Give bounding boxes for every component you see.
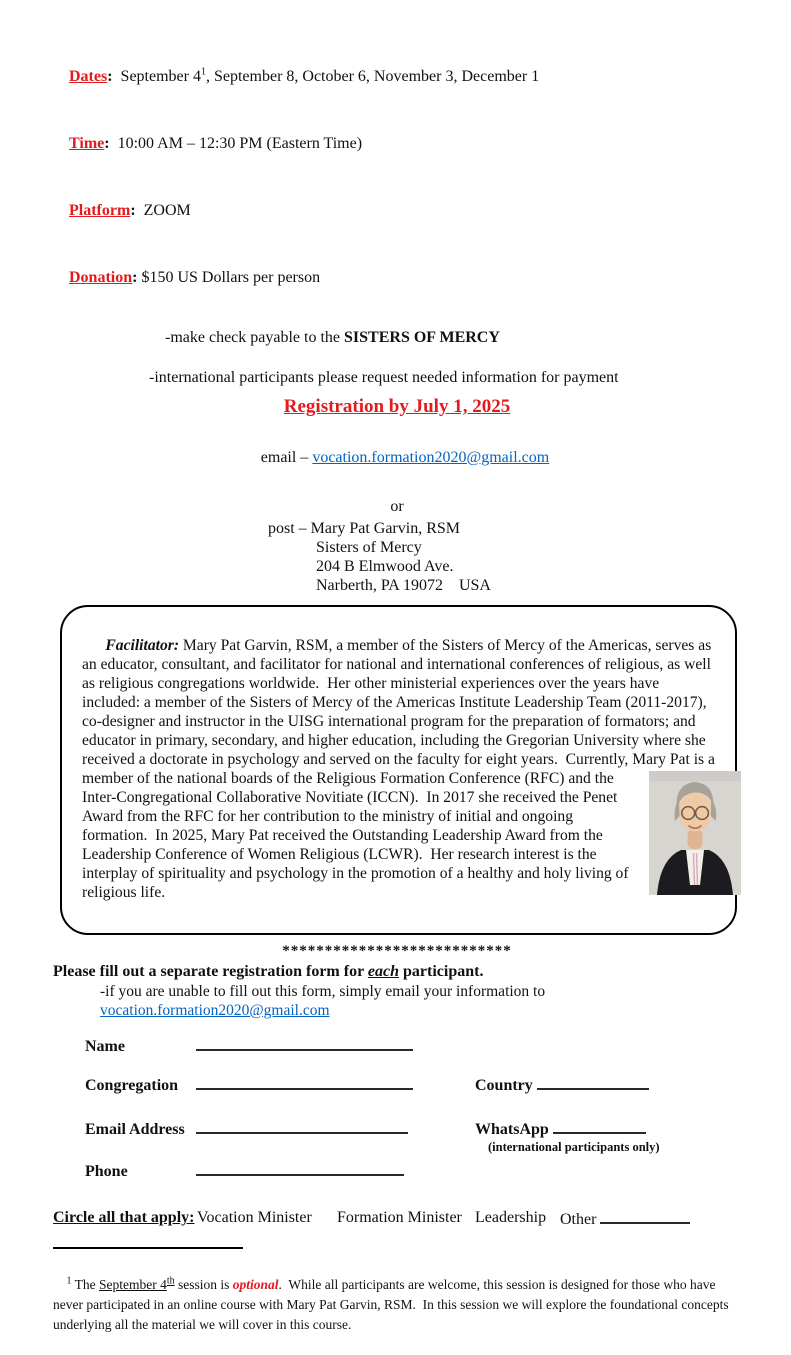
other-field-line [600, 1209, 690, 1224]
footnote-ref-1: 1 [200, 66, 206, 78]
platform-colon: : [130, 202, 136, 219]
footnote-text: $^1$ The September 4th session is optional. While all participants are welcome, this session is designed for those who have never participated in an online course with Mary Pat Garvin, RSM. In this session we will explore the foundational concepts underlying all the material we will cover in this course. [53, 1275, 732, 1332]
platform-label: Platform [69, 202, 131, 219]
form-sub-instruction: -if you are unable to fill out this form, simply email your information to vocation.formation2020@gmail.com [100, 983, 546, 1019]
country-group [475, 1075, 649, 1095]
congregation-field-line [196, 1075, 413, 1090]
option-formation-minister: Formation Minister [337, 1209, 462, 1226]
whatsapp-group [475, 1119, 646, 1139]
footnote-date: September 4 [99, 1277, 167, 1292]
facilitator-bio-part2: (RFC) and the Inter-Congregational Collaborative Novitiate (ICCN). In 2017 she received the Penet Award from the RFC for her contribution to the ministry of initial and ongoing formation. In 2025, Mary Pat received the Outstanding Leadership Award from the Leadership Conference of Women Religious (LCWR). Her research interest is the interplay of spirituality and psychology in the promotion of a healthy and holy living of religious life. [82, 770, 633, 901]
facilitator-bio-box [60, 605, 737, 935]
option-vocation-minister: Vocation Minister [197, 1209, 312, 1226]
post-line-2: Sisters of Mercy [316, 539, 422, 556]
name-field-line [196, 1036, 413, 1051]
donation-row [53, 248, 741, 308]
dates-colon: : [107, 68, 113, 85]
name-label: Name [85, 1038, 125, 1055]
email-field-line [196, 1119, 408, 1134]
email-prefix: email – [260, 449, 313, 466]
name-row [85, 1036, 741, 1058]
dates-label: Dates [69, 68, 108, 85]
platform-row [53, 181, 741, 241]
post-line-4: Narberth, PA 19072 USA [316, 577, 491, 594]
donation-note-1: -make check payable to the SISTERS OF MERCY [165, 329, 500, 346]
email-row [85, 1119, 741, 1154]
whatsapp-label: WhatsApp [475, 1121, 553, 1138]
form-instruction: Please fill out a separate registration form for each participant. [53, 963, 484, 980]
or-line: or [390, 498, 404, 515]
dates-row [53, 47, 741, 107]
facilitator-bio [82, 617, 717, 921]
donation-colon: : [132, 269, 138, 286]
portrait-image [649, 771, 741, 895]
congregation-row [85, 1075, 741, 1097]
donation-label: Donation [69, 269, 133, 286]
time-label: Time [69, 135, 105, 152]
facilitator-bio-part1: Mary Pat Garvin, RSM, a member of the Sisters of Mercy of the Americas, serves as an educator, consultant, and facilitator for national and international conferences of religious, as well as religious congregations worldwide. Her other ministerial experiences over the years have included: a member of the Sisters of Mercy of the Americas Institute Leadership Team (2011-2017), co-designer and instructor in the UISG international program for the preparation of formators; and educator in primary, secondary, and higher education, including the Gregorian University where she received a doctorate in psychology and served on the faculty for eight years. Currently, Mary Pat is a member of the national boards of the Religious Formation Conference [82, 637, 719, 787]
payee-name: SISTERS OF MERCY [344, 329, 500, 346]
donation-note-2: -international participants please request needed information for payment [149, 369, 619, 386]
email-label: Email Address [85, 1121, 185, 1138]
each-emphasis: each [367, 963, 399, 980]
time-value: 10:00 AM – 12:30 PM (Eastern Time) [109, 135, 363, 152]
roles-row [53, 1209, 741, 1233]
whatsapp-field-line [553, 1119, 646, 1134]
circle-all-label: Circle all that apply: [53, 1209, 195, 1226]
time-colon: : [104, 135, 110, 152]
phone-row [85, 1161, 741, 1183]
donation-value: $150 US Dollars per person [137, 269, 321, 286]
phone-label: Phone [85, 1163, 128, 1180]
registration-email-link[interactable]: vocation.formation2020@gmail.com [312, 449, 550, 466]
option-other: Other [560, 1209, 690, 1229]
phone-field-line [196, 1161, 404, 1176]
optional-emphasis: optional [232, 1277, 279, 1292]
country-label: Country [475, 1077, 537, 1094]
option-leadership: Leadership [475, 1209, 547, 1226]
time-row [53, 114, 741, 174]
dates-value: September 4 [112, 68, 201, 85]
platform-value: ZOOM [135, 202, 191, 219]
footnote-separator [53, 1247, 243, 1249]
postal-address-block [268, 519, 741, 595]
footnote-date-sup: th [166, 1275, 175, 1287]
dates-value-rest: , September 8, October 6, November 3, December 1 [205, 68, 540, 85]
post-line-3: 204 B Elmwood Ave. [316, 558, 454, 575]
footnote-marker: 1 [66, 1275, 72, 1287]
registration-form [85, 1036, 741, 1183]
whatsapp-note: (international participants only) [488, 1140, 660, 1154]
post-line-1: post – Mary Pat Garvin, RSM [268, 520, 460, 537]
registration-deadline-heading: Registration by July 1, 2025 [283, 396, 511, 417]
congregation-label: Congregation [85, 1077, 179, 1094]
info-email-link[interactable]: vocation.formation2020@gmail.com [100, 1002, 330, 1019]
asterisk-divider: *************************** [282, 943, 512, 959]
facilitator-photo [649, 771, 741, 895]
facilitator-label: Facilitator: [105, 637, 180, 654]
email-line [53, 428, 741, 488]
country-field-line [537, 1075, 649, 1090]
